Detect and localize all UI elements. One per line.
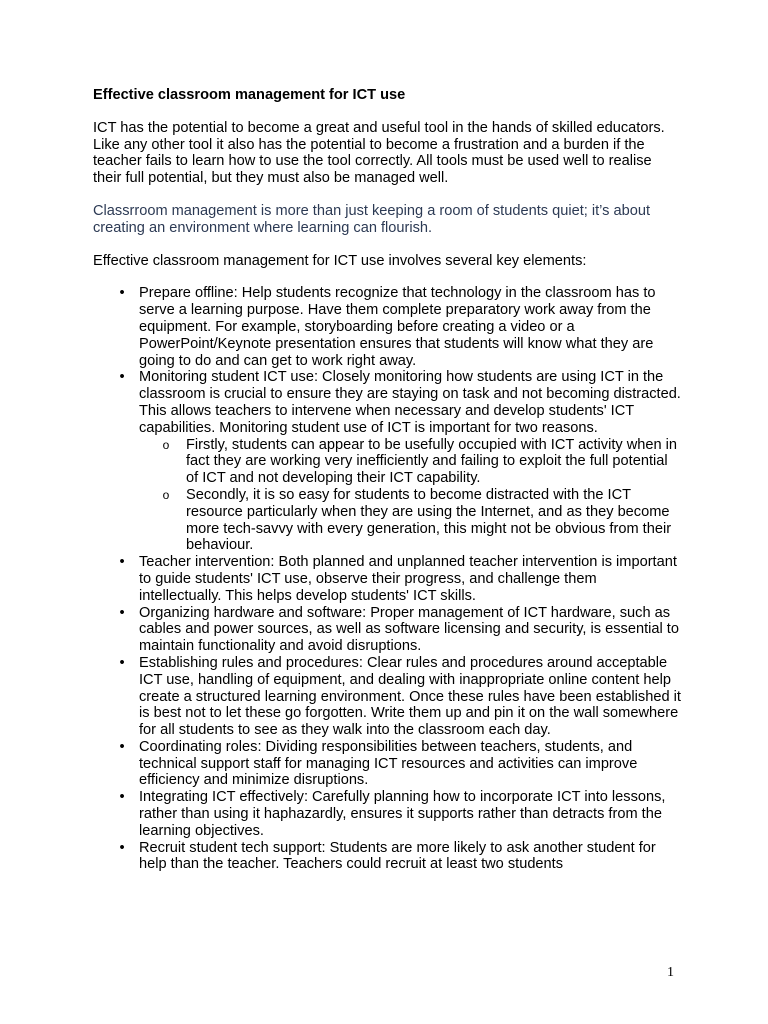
list-item-text: Teacher intervention: Both planned and unplanned teacher intervention is important to guide students' ICT use, observe their progress, and challenge them intellectually. This helps develop students' ICT skills. [139,554,677,604]
list-item-teacher-intervention [93,554,683,604]
sub-list-item-text: Secondly, it is so easy for students to become distracted with the ICT resource particularly when they are using the Internet, and as they become more tech-savvy with every generation, this might not be obvious from their behaviour. [186,486,672,554]
intro-paragraph: ICT has the potential to become a great and useful tool in the hands of skilled educators. Like any other tool it also has the potential to become a frustration and a burden if the teacher fails to learn how to use the tool correctly. All tools must be used well to realise their full potential, but they must also be managed well. [93,119,665,187]
list-item-text: Establishing rules and procedures: Clear rules and procedures around acceptable ICT use, handling of equipment, and dealing with inappropriate online content help create a structured learning environment. Once these rules have been established it is best not to let these go forgotten. Write them up and pin it on the wall somewhere for all students to see as they walk into the classroom each day. [139,654,681,739]
list-item-coordinating-roles [93,739,683,789]
list-item-monitoring [93,369,683,554]
bullet-icon: • [119,654,125,671]
quote-paragraph: Classrroom management is more than just keeping a room of students quiet; it’s about creating an environment where learning can flourish. [93,202,651,236]
list-item-rules-procedures [93,655,683,739]
monitoring-sublist [139,437,683,555]
sub-list-item-secondly [139,487,683,554]
bullet-icon: • [119,369,125,386]
page-number: 1 [667,965,674,980]
list-item-text: Monitoring student ICT use: Closely monitoring how students are using ICT in the classroom is crucial to ensure they are staying on task and not becoming distracted. This allows teachers to intervene when necessary and develop students' ICT capabilities. Monitoring student use of ICT is important for two reasons. [139,369,681,436]
document-title: Effective classroom management for ICT use [93,87,406,103]
bullet-icon: • [119,285,125,302]
list-item-text: Organizing hardware and software: Proper management of ICT hardware, such as cables and power sources, as well as software licensing and security, is essential to maintain functionality and avoid disruptions. [139,604,679,655]
list-item-text: Integrating ICT effectively: Carefully planning how to incorporate ICT into lessons, rather than using it haphazardly, ensures it supports rather than detracts from the learning objectives. [139,789,666,839]
list-item-integrating-ict [93,789,683,839]
bullet-icon: • [119,839,125,856]
key-elements-list [93,285,683,873]
lead-paragraph: Effective classroom management for ICT use involves several key elements: [93,252,587,269]
sub-list-item-text: Firstly, students can appear to be usefully occupied with ICT activity when in fact they are working very inefficiently and failing to exploit the full potential of ICT and not developing their ICT capability. [186,436,678,487]
bullet-icon: • [119,604,125,621]
list-item-text: Recruit student tech support: Students are more likely to ask another student for help than the teacher. Teachers could recruit at least two students [139,839,656,873]
bullet-icon: • [119,738,125,755]
sub-bullet-icon: o [162,487,170,502]
list-item-text: Coordinating roles: Dividing responsibilities between teachers, students, and technical support staff for managing ICT resources and activities can improve efficiency and minimize disruptions. [139,738,638,789]
bullet-icon: • [119,789,125,806]
list-item-text: Prepare offline: Help students recognize that technology in the classroom has to serve a learning purpose. Have them complete preparatory work away from the equipment. For example, storyboarding before creating a video or a PowerPoint/Keynote presentation ensures that students will know what they are going to do and can get to work right away. [139,285,656,369]
bullet-icon: • [119,554,125,571]
document-body [93,87,683,873]
sub-bullet-icon: o [162,437,170,452]
list-item-student-tech-support [93,840,683,874]
list-item-organizing-hardware [93,605,683,655]
list-item-prepare-offline [93,285,683,369]
sub-list-item-firstly [139,437,683,487]
